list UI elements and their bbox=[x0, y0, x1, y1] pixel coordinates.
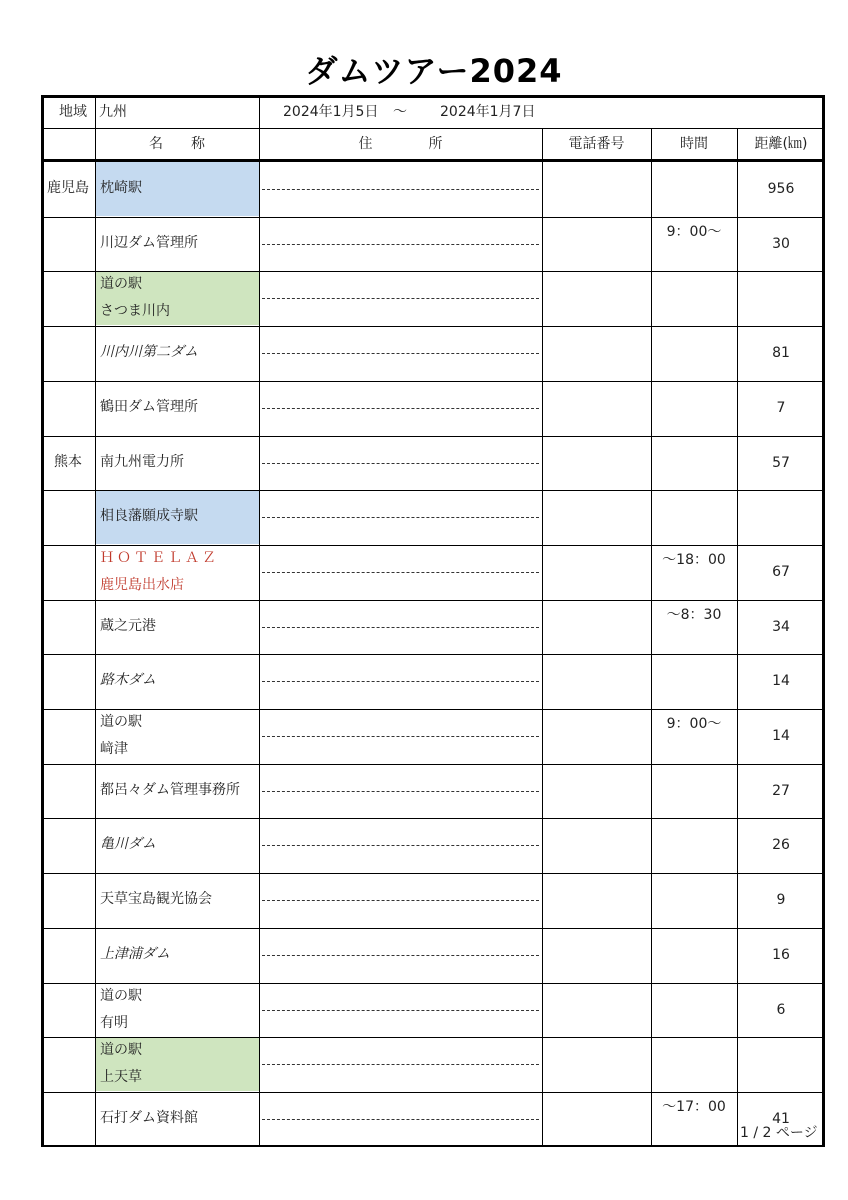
row-time: ～18：00 bbox=[662, 551, 726, 568]
row-divider bbox=[41, 818, 825, 819]
header-divider bbox=[41, 128, 825, 129]
address-line bbox=[262, 517, 539, 518]
row-name: 相良藩願成寺駅 bbox=[100, 508, 198, 525]
address-line bbox=[262, 572, 539, 573]
column-header-address: 住 所 bbox=[358, 136, 443, 152]
row-distance: 7 bbox=[776, 399, 786, 416]
address-line bbox=[262, 298, 539, 299]
column-header-time: 時間 bbox=[680, 136, 708, 152]
row-name: 鶴田ダム管理所 bbox=[100, 398, 198, 415]
row-divider bbox=[41, 545, 825, 546]
row-name: 上津浦ダム bbox=[100, 945, 170, 962]
row-name: 路木ダム bbox=[100, 672, 156, 689]
page-number: 1 / 2 ページ bbox=[740, 1125, 818, 1141]
row-name-line: 道の駅 bbox=[100, 276, 142, 293]
row-name-line: 道の駅 bbox=[100, 1042, 142, 1059]
row-distance: 9 bbox=[776, 892, 786, 909]
address-line bbox=[262, 463, 539, 464]
row-divider bbox=[41, 600, 825, 601]
row-name: 川辺ダム管理所 bbox=[100, 234, 198, 251]
column-header-distance: 距離(㎞) bbox=[754, 136, 808, 152]
address-line bbox=[262, 1010, 539, 1011]
row-name-line: ＨＯＴＥＬＡＺ bbox=[100, 549, 219, 566]
address-line bbox=[262, 244, 539, 245]
row-divider bbox=[41, 1092, 825, 1093]
address-line bbox=[262, 791, 539, 792]
row-divider bbox=[41, 928, 825, 929]
row-distance: 26 bbox=[772, 837, 790, 854]
row-distance: 27 bbox=[772, 782, 790, 799]
row-divider bbox=[41, 271, 825, 272]
row-name: 都呂々ダム管理事務所 bbox=[100, 781, 240, 798]
column-header-phone: 電話番号 bbox=[568, 136, 625, 152]
row-divider bbox=[41, 490, 825, 491]
row-name: 天草宝島観光協会 bbox=[100, 891, 212, 908]
row-time: 9：00～ bbox=[666, 223, 722, 240]
row-distance: 956 bbox=[767, 181, 795, 197]
row-divider bbox=[41, 217, 825, 218]
row-name: 枕崎駅 bbox=[100, 180, 142, 196]
row-name: 亀川ダム bbox=[100, 836, 156, 853]
row-divider bbox=[41, 1037, 825, 1038]
row-name-line: 鹿児島出水店 bbox=[100, 576, 184, 593]
address-line bbox=[262, 353, 539, 354]
row-divider bbox=[41, 436, 825, 437]
row-name: 石打ダム資料館 bbox=[100, 1109, 198, 1126]
row-name: 蔵之元港 bbox=[100, 617, 156, 634]
row-name: 川内川第二ダム bbox=[100, 344, 198, 361]
date-separator: ～ bbox=[393, 104, 407, 120]
date-to: 2024年1月7日 bbox=[440, 104, 536, 120]
address-line bbox=[262, 189, 539, 190]
row-distance: 30 bbox=[772, 235, 790, 252]
document-title: ダムツアー2024 bbox=[305, 52, 563, 90]
row-distance: 57 bbox=[772, 454, 790, 471]
address-line bbox=[262, 955, 539, 956]
address-line bbox=[262, 736, 539, 737]
row-divider bbox=[41, 326, 825, 327]
row-time: 9：00～ bbox=[666, 716, 722, 732]
column-divider bbox=[542, 128, 543, 1147]
row-name-line: 上天草 bbox=[100, 1069, 142, 1086]
row-distance: 34 bbox=[772, 618, 790, 635]
row-name: 南九州電力所 bbox=[100, 453, 184, 470]
column-divider bbox=[259, 95, 260, 1147]
row-divider bbox=[41, 709, 825, 710]
column-header-name: 名 称 bbox=[149, 136, 205, 152]
row-distance: 16 bbox=[772, 946, 790, 963]
row-name-line: 道の駅 bbox=[100, 987, 142, 1004]
row-distance: 67 bbox=[772, 563, 790, 580]
column-divider bbox=[651, 128, 652, 1147]
column-divider bbox=[737, 128, 738, 1147]
address-line bbox=[262, 681, 539, 682]
row-name-line: 道の駅 bbox=[100, 714, 142, 730]
row-name-line: さつま川内 bbox=[100, 303, 170, 320]
row-distance: 6 bbox=[776, 1001, 786, 1018]
row-name-line: 有明 bbox=[100, 1014, 128, 1031]
address-line bbox=[262, 1064, 539, 1065]
address-line bbox=[262, 627, 539, 628]
row-divider bbox=[41, 381, 825, 382]
row-distance: 14 bbox=[772, 728, 790, 744]
address-line bbox=[262, 408, 539, 409]
address-line bbox=[262, 1119, 539, 1120]
date-from: 2024年1月5日 bbox=[283, 104, 379, 120]
row-divider bbox=[41, 654, 825, 655]
row-distance: 14 bbox=[772, 673, 790, 690]
column-divider bbox=[95, 95, 96, 1147]
address-line bbox=[262, 900, 539, 901]
row-divider bbox=[41, 873, 825, 874]
region-label: 地域 bbox=[59, 104, 87, 120]
row-name-line: 﨑津 bbox=[100, 741, 128, 757]
header-bottom-rule bbox=[41, 159, 825, 162]
row-distance: 41 bbox=[772, 1110, 790, 1127]
row-time: ～17：00 bbox=[662, 1098, 726, 1115]
region-value: 九州 bbox=[99, 104, 127, 120]
row-time: ～8：30 bbox=[666, 606, 722, 623]
row-divider bbox=[41, 983, 825, 984]
row-distance: 81 bbox=[772, 345, 790, 362]
row-divider bbox=[41, 764, 825, 765]
address-line bbox=[262, 845, 539, 846]
row-region: 鹿児島 bbox=[47, 180, 89, 196]
row-region: 熊本 bbox=[54, 453, 82, 470]
